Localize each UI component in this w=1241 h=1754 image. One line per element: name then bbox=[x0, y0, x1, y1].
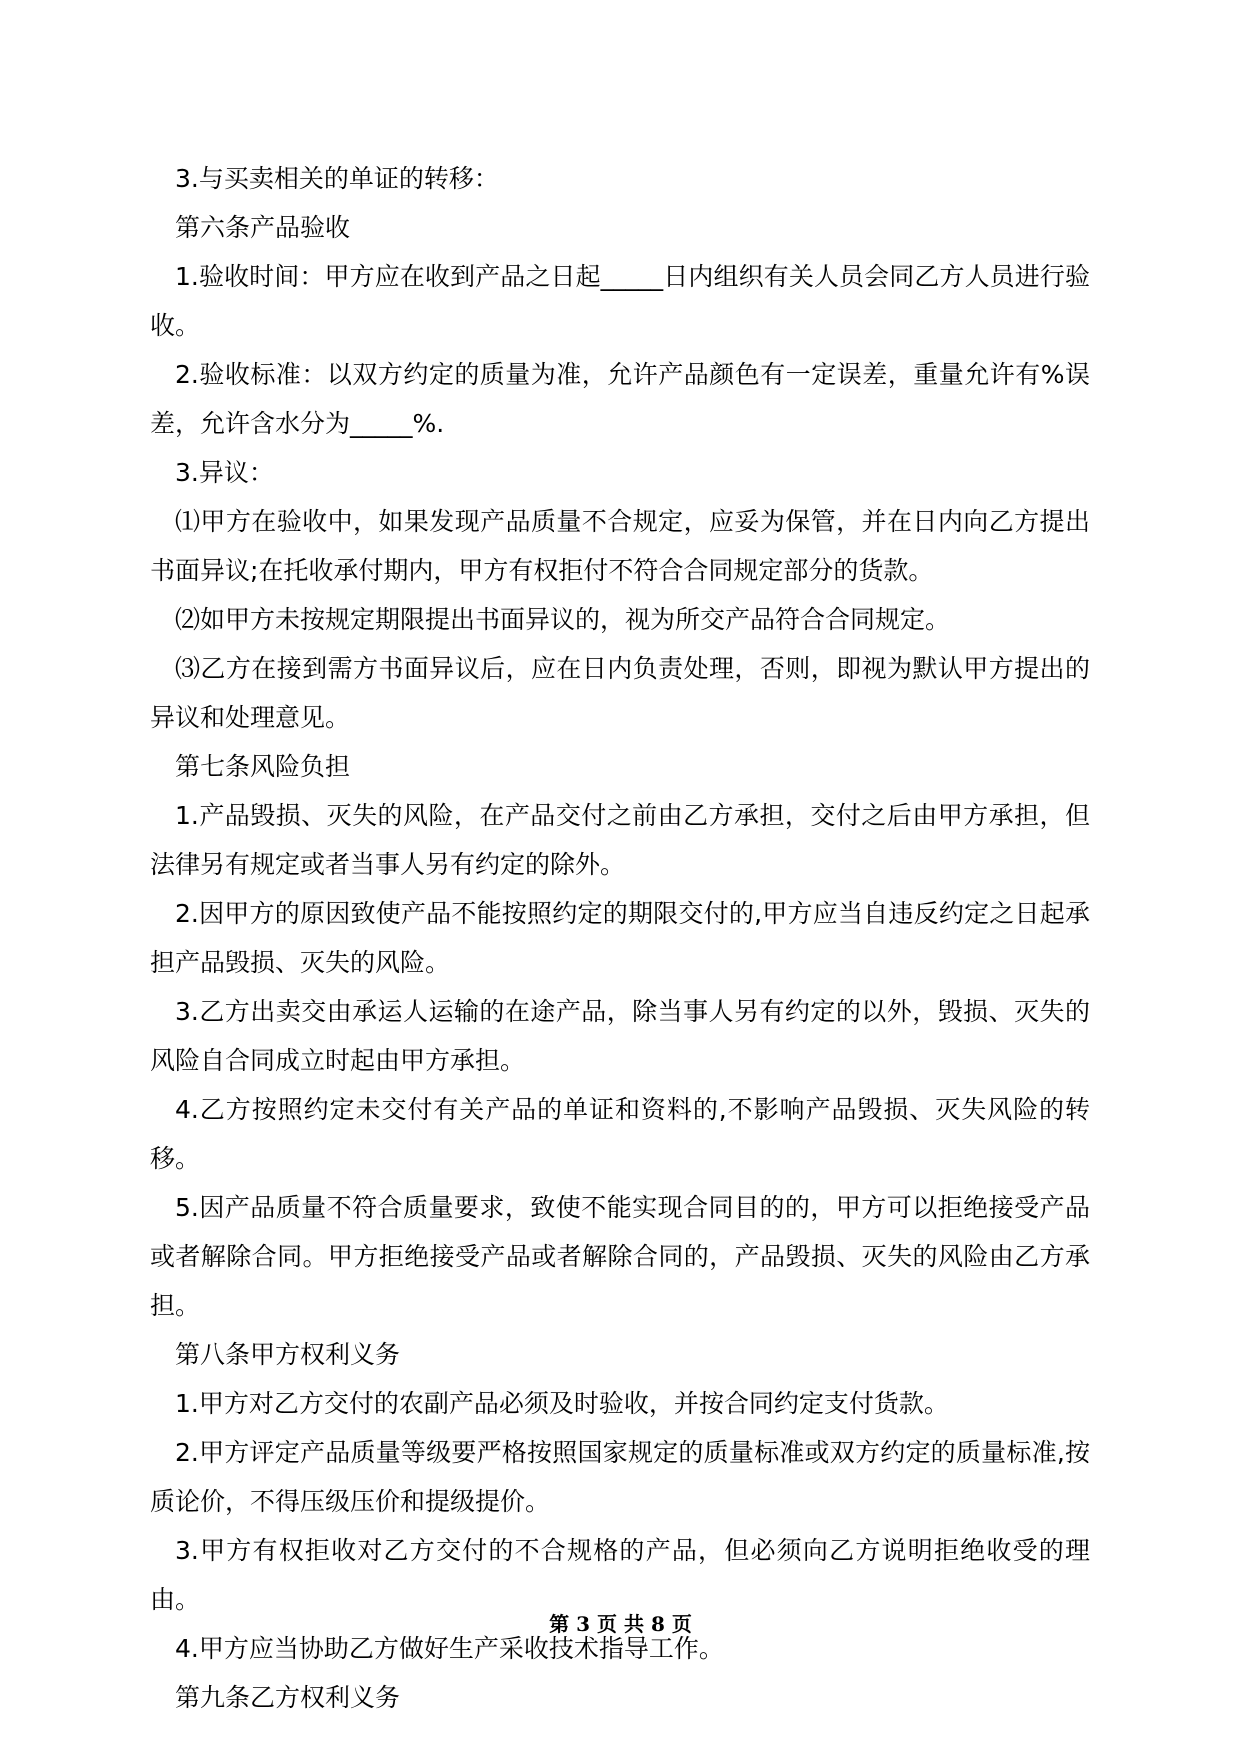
paragraph-party-a-4: 4.甲方应当协助乙方做好生产采收技术指导工作。 bbox=[175, 1634, 724, 1663]
heading-article-9: 第九条乙方权利义务 bbox=[175, 1683, 401, 1712]
paragraph-party-a-2: 2.甲方评定产品质量等级要严格按照国家规定的质量标准或双方约定的质量标准,按质论价，不得压级压价和提级提价。 bbox=[150, 1438, 1090, 1516]
page-number-footer: 第 3 页 共 8 页 bbox=[549, 1612, 692, 1636]
document-body bbox=[150, 154, 1090, 1722]
paragraph-objection: 3.异议： bbox=[175, 458, 274, 487]
paragraph-risk-3: 3.乙方出卖交由承运人运输的在途产品，除当事人另有约定的以外，毁损、灭失的风险自合同成立时起由甲方承担。 bbox=[150, 997, 1090, 1075]
heading-article-7: 第七条风险负担 bbox=[175, 752, 351, 781]
heading-article-6: 第六条产品验收 bbox=[175, 213, 351, 242]
paragraph-risk-5: 5.因产品质量不符合质量要求，致使不能实现合同目的的，甲方可以拒绝接受产品或者解除合同。甲方拒绝接受产品或者解除合同的，产品毁损、灭失的风险由乙方承担。 bbox=[150, 1193, 1090, 1320]
paragraph-risk-4: 4.乙方按照约定未交付有关产品的单证和资料的,不影响产品毁损、灭失风险的转移。 bbox=[150, 1095, 1090, 1173]
paragraph-transfer-of-documents: 3.与买卖相关的单证的转移： bbox=[175, 164, 499, 193]
paragraph-party-a-3: 3.甲方有权拒收对乙方交付的不合规格的产品，但必须向乙方说明拒绝收受的理由。 bbox=[150, 1536, 1090, 1614]
paragraph-party-a-1: 1.甲方对乙方交付的农副产品必须及时验收，并按合同约定支付货款。 bbox=[175, 1389, 949, 1418]
paragraph-objection-2: ⑵如甲方未按规定期限提出书面异议的，视为所交产品符合合同规定。 bbox=[175, 605, 951, 634]
paragraph-objection-3: ⑶乙方在接到需方书面异议后，应在日内负责处理，否则，即视为默认甲方提出的异议和处理意见。 bbox=[150, 654, 1090, 732]
paragraph-acceptance-time: 1.验收时间：甲方应在收到产品之日起_____日内组织有关人员会同乙方人员进行验收。 bbox=[150, 262, 1090, 340]
paragraph-risk-1: 1.产品毁损、灭失的风险，在产品交付之前由乙方承担，交付之后由甲方承担，但法律另有规定或者当事人另有约定的除外。 bbox=[150, 801, 1090, 879]
heading-article-8: 第八条甲方权利义务 bbox=[175, 1340, 401, 1369]
paragraph-risk-2: 2.因甲方的原因致使产品不能按照约定的期限交付的,甲方应当自违反约定之日起承担产品毁损、灭失的风险。 bbox=[150, 899, 1090, 977]
paragraph-acceptance-standard: 2.验收标准：以双方约定的质量为准，允许产品颜色有一定误差，重量允许有%误差，允许含水分为_____%. bbox=[150, 360, 1090, 438]
paragraph-objection-1: ⑴甲方在验收中，如果发现产品质量不合规定，应妥为保管，并在日内向乙方提出书面异议;在托收承付期内，甲方有权拒付不符合合同规定部分的货款。 bbox=[150, 507, 1090, 585]
